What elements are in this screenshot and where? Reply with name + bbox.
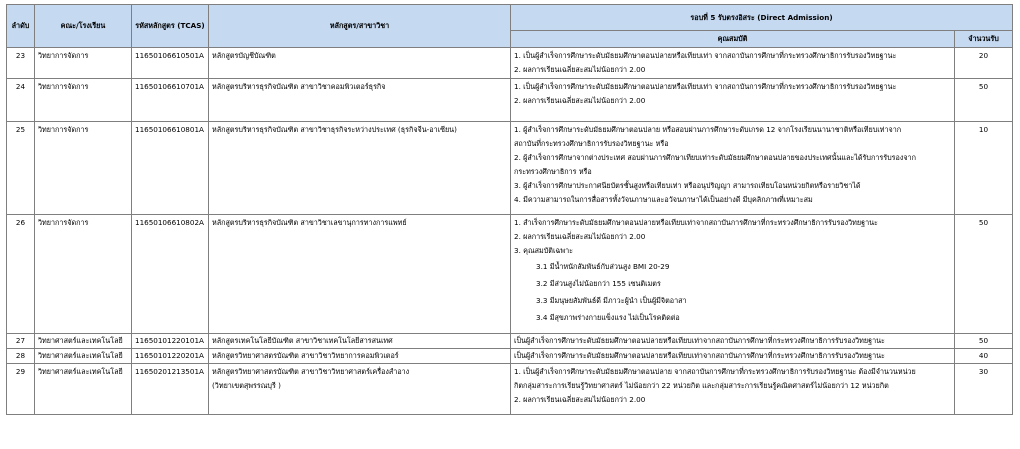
admission-table-wrapper <box>6 4 1013 415</box>
cell-seats: 30 <box>955 364 1013 415</box>
cell-order: 23 <box>7 48 35 79</box>
header-program: หลักสูตร/สาขาวิชา <box>209 5 511 48</box>
program-line: หลักสูตรบริหารธุรกิจบัณฑิต สาขาวิชาเลขานุการทางการแพทย์ <box>212 218 407 227</box>
cell-seats: 50 <box>955 79 1013 122</box>
qualification-line: เป็นผู้สำเร็จการศึกษาระดับมัธยมศึกษาตอนปลายหรือเทียบเท่าจากสถาบันการศึกษาที่กระทรวงศึกษาธิการรับรองวิทยฐานะ <box>514 351 885 360</box>
qualification-line: กระทรวงศึกษาธิการ หรือ <box>514 167 592 176</box>
qualification-line: สถาบันที่กระทรวงศึกษาธิการรับรองวิทยฐานะ หรือ <box>514 139 669 148</box>
qualification-line: 4. มีความสามารถในการสื่อสารทั้งวัจนภาษาและอวัจนภาษาได้เป็นอย่างดี มีบุคลิกภาพที่เหมาะสม <box>514 195 813 204</box>
cell-qualification <box>511 48 955 79</box>
header-code: รหัสหลักสูตร (TCAS) <box>132 5 209 48</box>
cell-order: 25 <box>7 122 35 215</box>
cell-program <box>209 334 511 349</box>
cell-qualification <box>511 122 955 215</box>
cell-code: 11650106610501A <box>132 48 209 79</box>
cell-seats: 10 <box>955 122 1013 215</box>
cell-qualification <box>511 364 955 415</box>
cell-code: 11650201213501A <box>132 364 209 415</box>
cell-program <box>209 122 511 215</box>
program-line: (วิทยาเขตสุพรรณบุรี ) <box>212 381 281 390</box>
qualification-line: เป็นผู้สำเร็จการศึกษาระดับมัธยมศึกษาตอนปลายหรือเทียบเท่าจากสถาบันการศึกษาที่กระทรวงศึกษาธิการรับรองวิทยฐานะ <box>514 336 885 345</box>
cell-program <box>209 215 511 334</box>
qualification-line: 1. ผู้สำเร็จการศึกษาระดับมัธยมศึกษาตอนปลาย หรือสอบผ่านการศึกษาระดับเกรด 12 จากโรงเรียนนานาชาติหรือเทียบเท่าจาก <box>514 125 902 134</box>
table-row <box>7 215 1013 334</box>
program-line: หลักสูตรบัญชีบัณฑิต <box>212 51 276 60</box>
qualification-subline: 3.3 มีมนุษยสัมพันธ์ดี มีภาวะผู้นำ เป็นผู้มีจิตอาสา <box>536 296 687 305</box>
cell-order: 29 <box>7 364 35 415</box>
cell-program <box>209 48 511 79</box>
qualification-line: 2. ผลการเรียนเฉลี่ยสะสมไม่น้อยกว่า 2.00 <box>514 232 646 241</box>
qualification-subline: 3.1 มีน้ำหนักสัมพันธ์กับส่วนสูง BMI 20-29 <box>536 262 670 271</box>
table-row <box>7 48 1013 79</box>
cell-code: 11650106610801A <box>132 122 209 215</box>
cell-code: 11650101220201A <box>132 349 209 364</box>
table-row <box>7 349 1013 364</box>
qualification-line: กิตกลุ่มสาระการเรียนรู้วิทยาศาสตร์ ไม่น้อยกว่า 22 หน่วยกิต และกลุ่มสาระการเรียนรู้คณิตศาสตร์ไม่น้อยกว่า 12 หน่วยกิต <box>514 381 889 390</box>
cell-qualification <box>511 215 955 334</box>
cell-faculty: วิทยาการจัดการ <box>35 215 132 334</box>
program-line: หลักสูตรเทคโนโลยีบัณฑิต สาขาวิชาเทคโนโลยีสารสนเทศ <box>212 336 393 345</box>
cell-seats: 20 <box>955 48 1013 79</box>
qualification-subline: 3.2 มีส่วนสูงไม่น้อยกว่า 155 เซนติเมตร <box>536 279 661 288</box>
cell-faculty: วิทยาศาสตร์และเทคโนโลยี <box>35 349 132 364</box>
cell-faculty: วิทยาศาสตร์และเทคโนโลยี <box>35 334 132 349</box>
admission-table <box>6 4 1013 415</box>
qualification-line: 2. ผลการเรียนเฉลี่ยสะสมไม่น้อยกว่า 2.00 <box>514 395 646 404</box>
cell-order: 28 <box>7 349 35 364</box>
qualification-subline: 3.4 มีสุขภาพร่างกายแข็งแรง ไม่เป็นโรคติดต่อ <box>536 313 680 322</box>
cell-program <box>209 349 511 364</box>
table-row <box>7 364 1013 415</box>
program-line: หลักสูตรวิทยาศาสตรบัณฑิต สาขาวิชาวิทยาการคอมพิวเตอร์ <box>212 351 399 360</box>
cell-order: 24 <box>7 79 35 122</box>
cell-qualification <box>511 349 955 364</box>
cell-faculty: วิทยาการจัดการ <box>35 79 132 122</box>
qualification-line: 2. ผลการเรียนเฉลี่ยสะสมไม่น้อยกว่า 2.00 <box>514 96 646 105</box>
program-line: หลักสูตรบริหารธุรกิจบัณฑิต สาขาวิชาธุรกิจระหว่างประเทศ (ธุรกิจจีน-อาเซียน) <box>212 125 457 134</box>
cell-code: 11650101220101A <box>132 334 209 349</box>
cell-program <box>209 79 511 122</box>
program-line: หลักสูตรวิทยาศาสตรบัณฑิต สาขาวิชาวิทยาศาสตร์เครื่องสำอาง <box>212 367 410 376</box>
cell-order: 27 <box>7 334 35 349</box>
qualification-line: 3. คุณสมบัติเฉพาะ <box>514 246 573 255</box>
table-row <box>7 122 1013 215</box>
cell-seats: 40 <box>955 349 1013 364</box>
qualification-line: 2. ผลการเรียนเฉลี่ยสะสมไม่น้อยกว่า 2.00 <box>514 65 646 74</box>
qualification-line: 1. เป็นผู้สำเร็จการศึกษาระดับมัธยมศึกษาตอนปลายหรือเทียบเท่า จากสถาบันการศึกษาที่กระทรวงศึกษาธิการรับรองวิทยฐานะ <box>514 82 897 91</box>
header-seats: จำนวนรับ <box>955 31 1013 48</box>
header-qualification: คุณสมบัติ <box>511 31 955 48</box>
cell-qualification <box>511 79 955 122</box>
cell-program <box>209 364 511 415</box>
qualification-line: 1. เป็นผู้สำเร็จการศึกษาระดับมัธยมศึกษาตอนปลายหรือเทียบเท่า จากสถาบันการศึกษาที่กระทรวงศึกษาธิการรับรองวิทยฐานะ <box>514 51 897 60</box>
qualification-line: 1. เป็นผู้สำเร็จการศึกษาระดับมัธยมศึกษาตอนปลาย จากสถาบันการศึกษาที่กระทรวงศึกษาธิการรับรองวิทยฐานะ ต้องมีจำนวนหน่วย <box>514 367 916 376</box>
cell-qualification <box>511 334 955 349</box>
table-row <box>7 79 1013 122</box>
cell-seats: 50 <box>955 334 1013 349</box>
qualification-line: 2. ผู้สำเร็จการศึกษาจากต่างประเทศ สอบผ่านการศึกษาเทียบเท่าระดับมัธยมศึกษาตอนปลายของประเทศนั้นและได้รับการรับรองจาก <box>514 153 916 162</box>
cell-order: 26 <box>7 215 35 334</box>
cell-seats: 50 <box>955 215 1013 334</box>
header-order: ลำดับ <box>7 5 35 48</box>
qualification-line: 1. สำเร็จการศึกษาระดับมัธยมศึกษาตอนปลายหรือเทียบเท่าจากสถาบันการศึกษาที่กระทรวงศึกษาธิการรับรองวิทยฐานะ <box>514 218 878 227</box>
header-round: รอบที่ 5 รับตรงอิสระ (Direct Admission) <box>511 5 1013 31</box>
header-faculty: คณะ/โรงเรียน <box>35 5 132 48</box>
cell-faculty: วิทยาศาสตร์และเทคโนโลยี <box>35 364 132 415</box>
qualification-line: 3. ผู้สำเร็จการศึกษาประกาศนียบัตรชั้นสูงหรือเทียบเท่า หรืออนุปริญญา สามารถเทียบโอนหน่วยกิตหรือรายวิชาได้ <box>514 181 861 190</box>
table-row <box>7 334 1013 349</box>
cell-code: 11650106610802A <box>132 215 209 334</box>
cell-code: 11650106610701A <box>132 79 209 122</box>
cell-faculty: วิทยาการจัดการ <box>35 122 132 215</box>
program-line: หลักสูตรบริหารธุรกิจบัณฑิต สาขาวิชาคอมพิวเตอร์ธุรกิจ <box>212 82 386 91</box>
cell-faculty: วิทยาการจัดการ <box>35 48 132 79</box>
